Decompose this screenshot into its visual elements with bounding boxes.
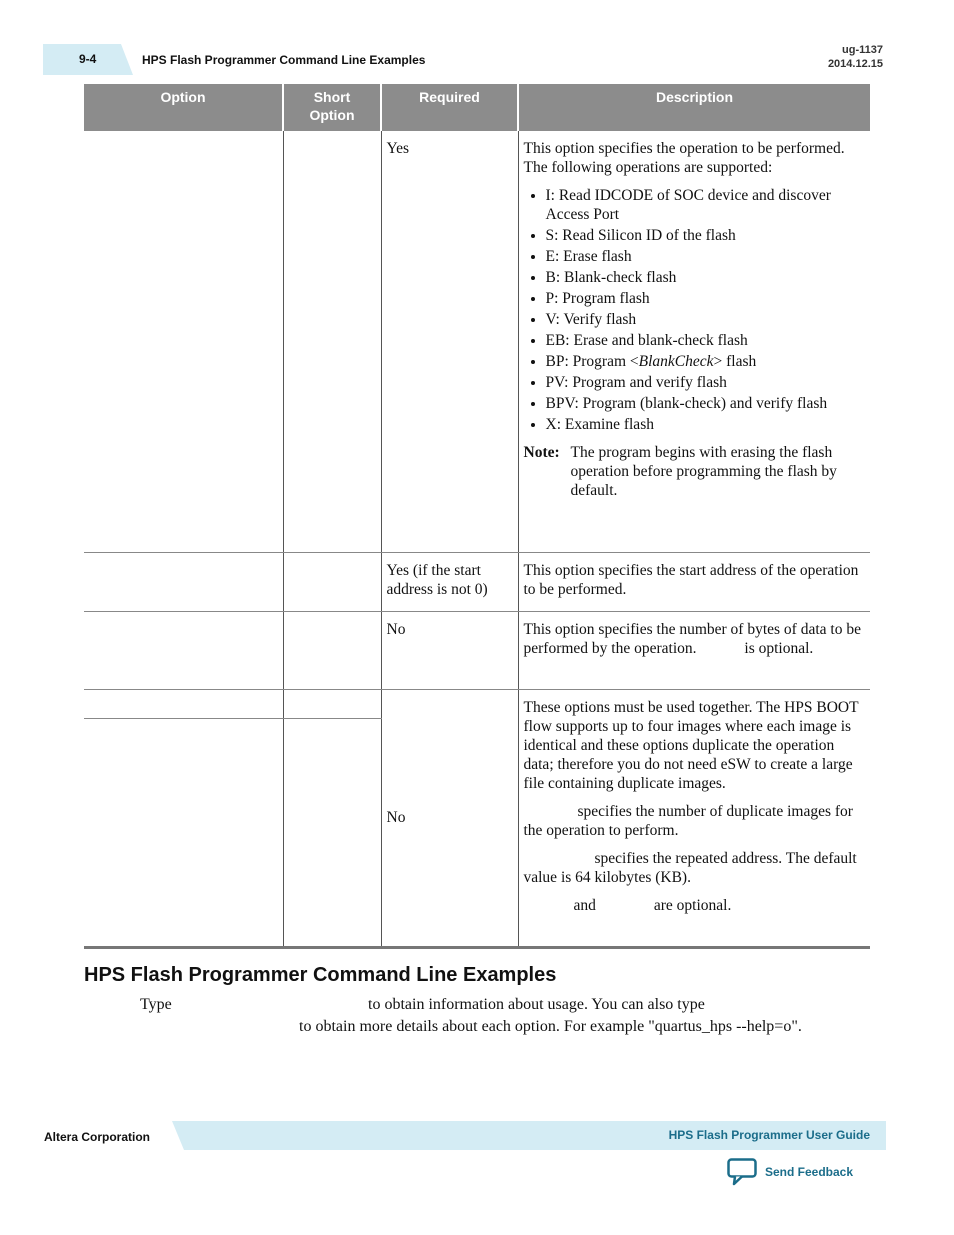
cell-short-option: [283, 131, 381, 552]
bp-blankcheck: BlankCheck: [638, 353, 714, 370]
doc-id: ug-1137: [842, 44, 883, 56]
repeat-desc-4: [524, 896, 866, 915]
cell-option: [84, 689, 283, 718]
repeat-desc-1: These options must be used together. The HPS BOOT flow supports up to four images where each image is identical and these options duplicate the operation data; therefore you do not need eSW to create a large file containing duplicate images.: [523, 698, 859, 792]
doc-date: 2014.12.15: [827, 58, 883, 70]
feedback-icon: [727, 1158, 757, 1186]
cell-option: [84, 611, 283, 689]
list-item: • X: Examine flash: [546, 415, 866, 434]
cell-option: [84, 718, 283, 947]
header-title: HPS Flash Programmer Command Line Examples: [142, 53, 426, 67]
section-line2: to obtain more details about each option. For example "quartus_hps --help=o".: [299, 1018, 802, 1035]
cell-required: [381, 689, 518, 947]
repeat-desc-4-end: are optional.: [653, 896, 732, 914]
table-row: [84, 689, 870, 718]
cell-description: This option specifies the start address of the operation to be performed.: [518, 552, 870, 611]
cell-short-option: [283, 718, 381, 947]
cell-description: [518, 689, 870, 947]
note-label: Note:: [523, 444, 560, 461]
send-feedback-link[interactable]: [727, 1158, 853, 1186]
cell-required: Yes (if the start address is not 0): [381, 552, 518, 611]
cell-description: [518, 131, 870, 552]
section-title: HPS Flash Programmer Command Line Examples: [84, 964, 557, 986]
col-option: Option: [84, 84, 283, 131]
col-short-option: Short Option: [283, 84, 381, 131]
repeat-desc-4-and: and: [573, 896, 596, 914]
size-desc-optional: optional.: [758, 639, 814, 657]
list-item: • S: Read Silicon ID of the flash: [546, 226, 866, 245]
section-line1: to obtain information about usage. You can also type: [368, 996, 705, 1013]
cell-required: Yes: [381, 131, 518, 552]
list-item: • V: Verify flash: [546, 310, 866, 329]
footer-guide-link[interactable]: HPS Flash Programmer User Guide: [668, 1128, 870, 1142]
cell-short-option: [283, 611, 381, 689]
list-item: • E: Erase flash: [546, 247, 866, 266]
operation-list: [524, 186, 866, 434]
footer-company: Altera Corporation: [44, 1130, 151, 1144]
bp-prefix: BP: Program <: [545, 353, 639, 370]
table-header-row: [84, 84, 870, 131]
page-number: 9-4: [79, 52, 97, 66]
table-row: [84, 611, 870, 689]
list-item: • P: Program flash: [546, 289, 866, 308]
table-row: [84, 552, 870, 611]
col-required: Required: [381, 84, 518, 131]
repeat-desc-3-text: specifies the repeated address. The default value is 64 kilobytes (KB).: [523, 849, 857, 886]
cell-short-option: [283, 689, 381, 718]
cell-required: No: [381, 611, 518, 689]
list-item: • I: Read IDCODE of SOC device and discover Access Port: [546, 186, 866, 224]
col-description: Description: [518, 84, 870, 131]
cell-option: [84, 131, 283, 552]
repeat-desc-2: [524, 802, 866, 840]
cell-option: [84, 552, 283, 611]
options-table: [84, 84, 870, 949]
repeat-required: No: [386, 809, 406, 826]
size-desc-is: is: [744, 639, 755, 657]
list-item: • B: Blank-check flash: [546, 268, 866, 287]
repeat-desc-3: [524, 849, 866, 887]
bp-suffix: > flash: [713, 353, 757, 370]
table-row: [84, 131, 870, 552]
doc-info: [828, 43, 883, 71]
list-item: • EB: Erase and blank-check flash: [546, 331, 866, 350]
list-item: • BPV: Program (blank-check) and verify flash: [546, 394, 866, 413]
section-type-word: Type: [140, 996, 172, 1013]
repeat-desc-2-text: specifies the number of duplicate images for the operation to perform.: [523, 802, 853, 839]
cell-short-option: [283, 552, 381, 611]
send-feedback-label: Send Feedback: [765, 1165, 854, 1179]
list-item: • PV: Program and verify flash: [546, 373, 866, 392]
cell-description: [518, 611, 870, 689]
note: [524, 443, 866, 500]
size-desc: This option specifies the number of bytes of data to be performed by the operation.: [523, 620, 861, 657]
list-item: [546, 352, 866, 371]
note-text: The program begins with erasing the flash operation before programming the flash by default.: [570, 444, 837, 499]
operation-intro: This option specifies the operation to be performed. The following operations are supported:: [523, 140, 845, 176]
